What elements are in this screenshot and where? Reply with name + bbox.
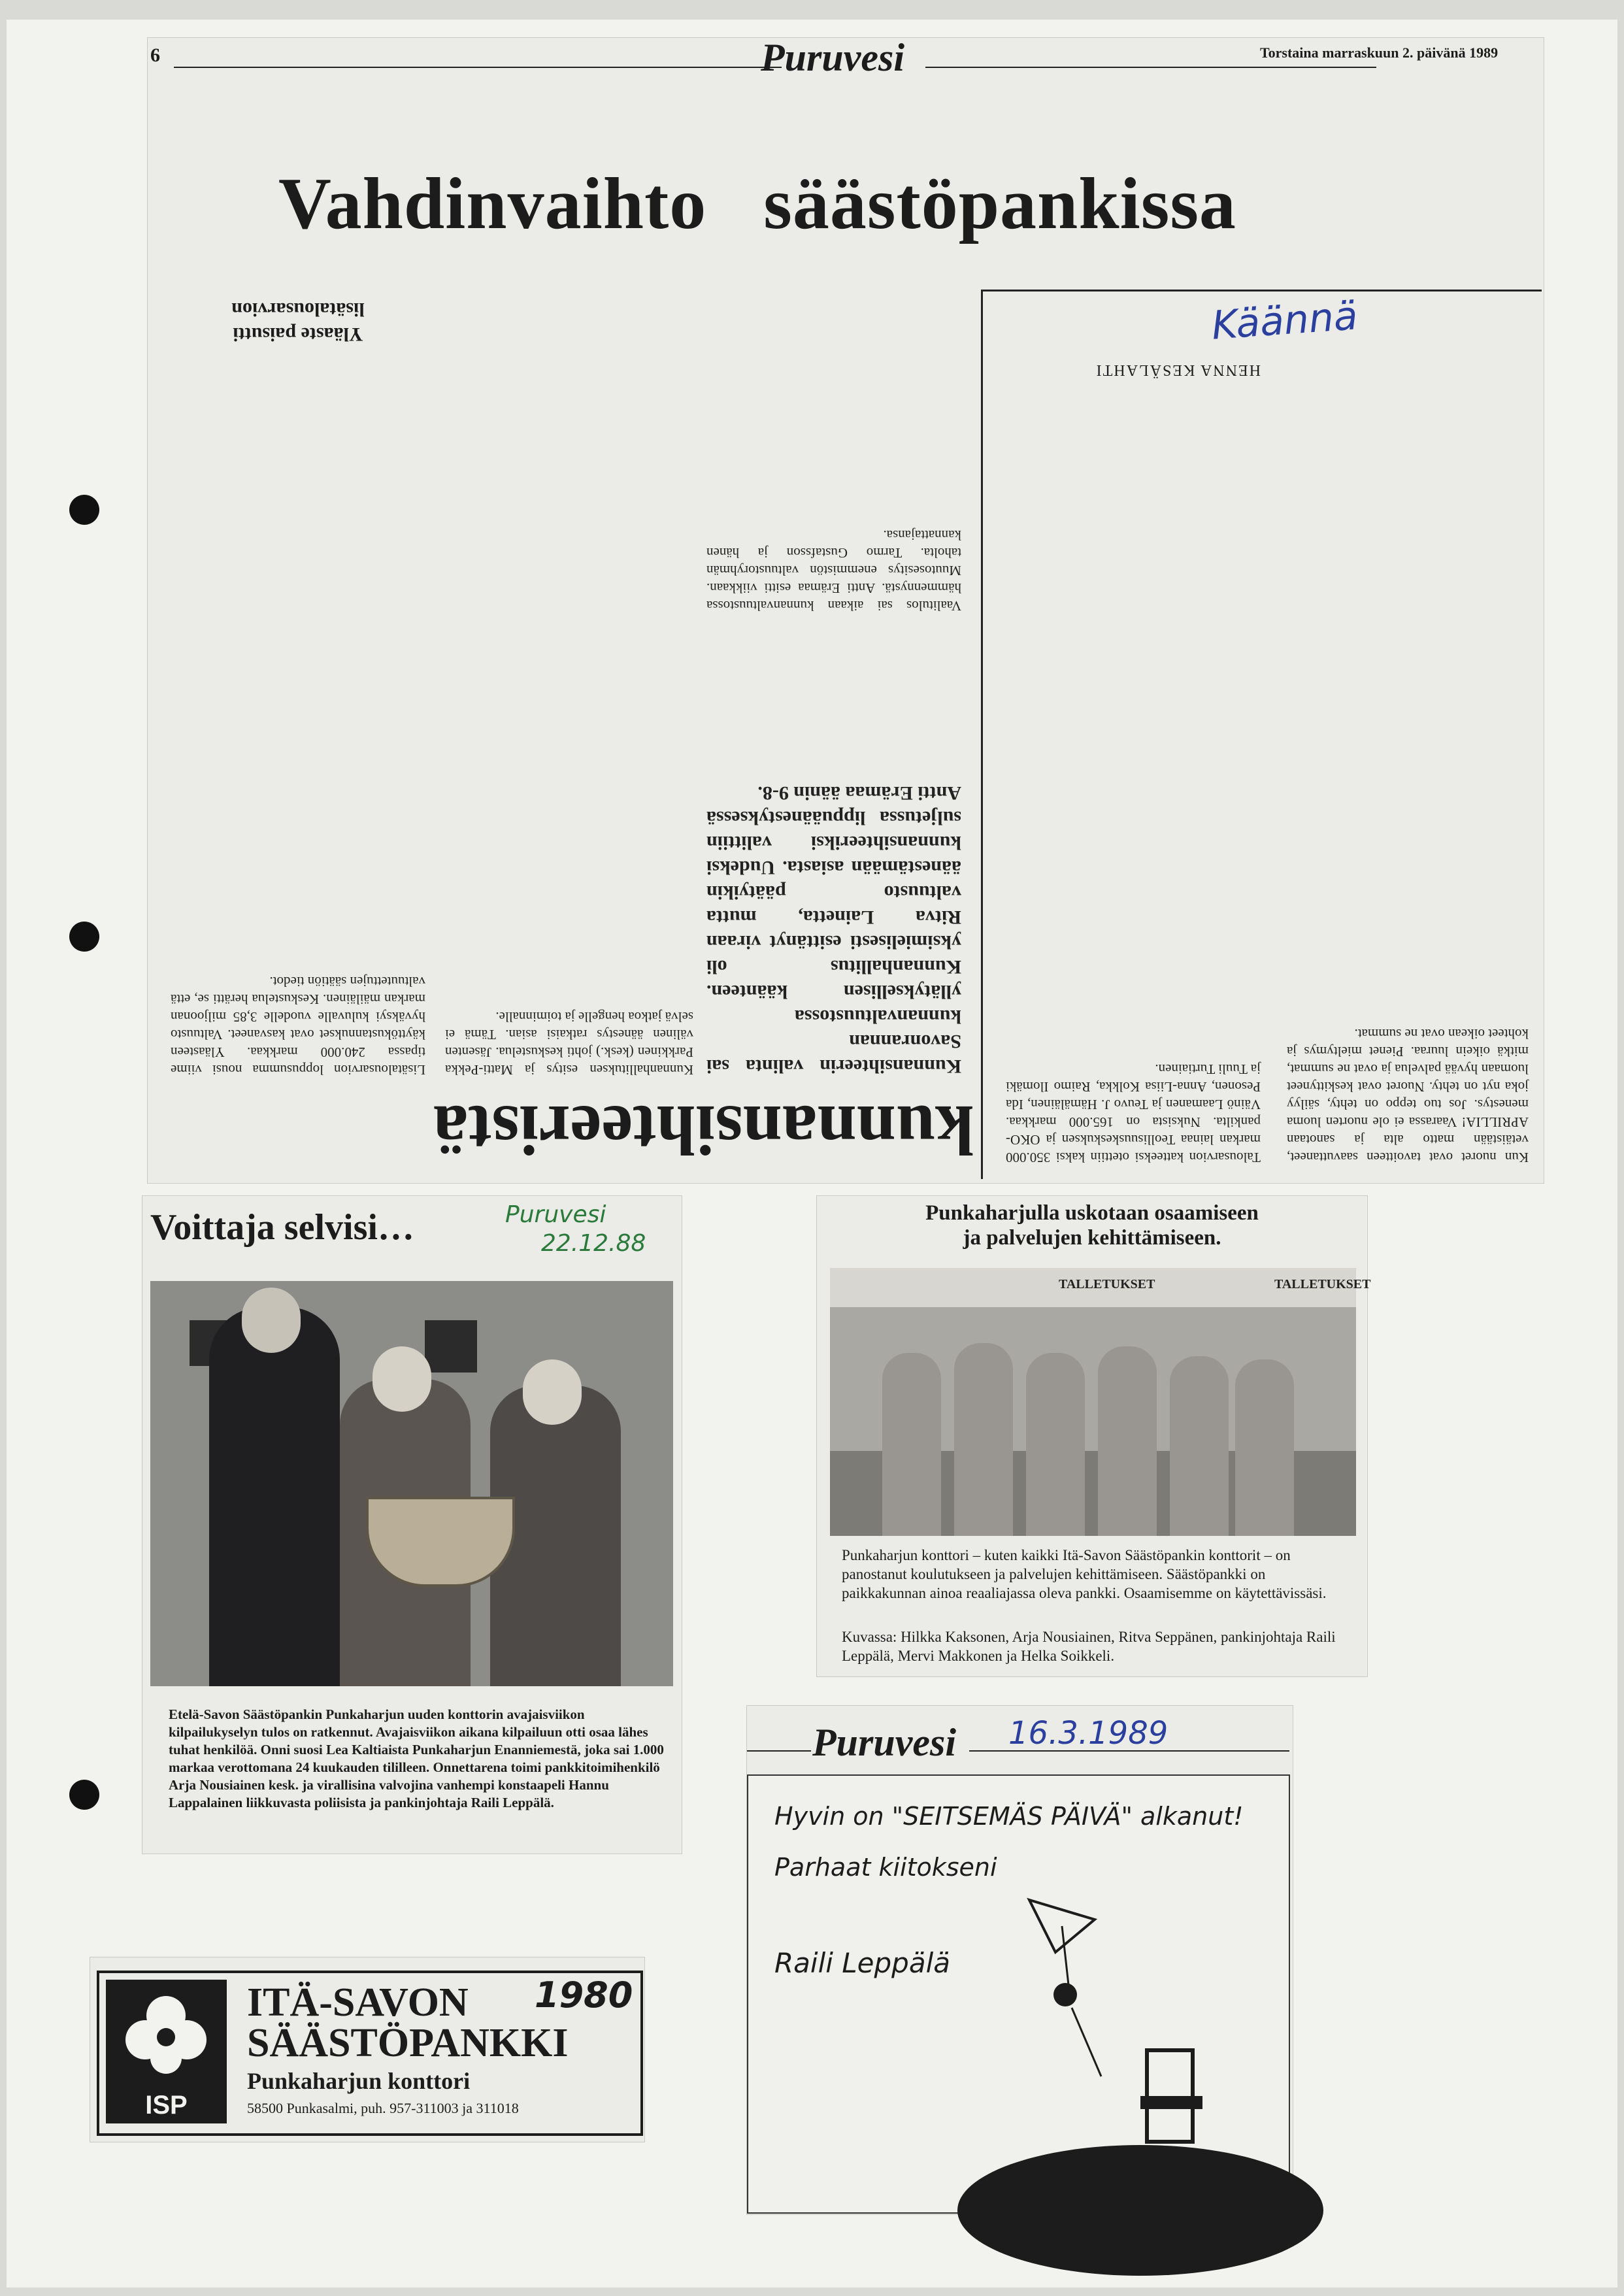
police-officer: [209, 1307, 340, 1686]
branch-address: 58500 Punkasalmi, puh. 957-311003 ja 311018: [247, 2100, 519, 2116]
article-column: Vaalitulos sai aikaan kunnanvaltuustossa hämmennystä. Antti Erämaa esitti viikkaan. Muutosesitys enemmistön valtuustoryhmän taholta. Tarmo Gustafsson ja hänen kannattajansa.: [706, 527, 961, 614]
staff-headline: ja palvelujen kehittämiseen.: [963, 1226, 1221, 1250]
card-signature: Raili Leppälä: [774, 1947, 950, 1979]
woman-right-head: [523, 1359, 582, 1425]
branch-name: Punkaharjun konttori: [247, 2068, 471, 2094]
bank-ad-clipping: [90, 1957, 644, 2142]
staff-member: [1026, 1353, 1085, 1536]
masthead-rule-left: [747, 1750, 811, 1752]
winner-caption: Etelä-Savon Säästöpankin Punkaharjun uuden konttorin avajaisviikon kilpailukyselyn tulos on ratkennut. Avajaisviikon aikana kilpailuun otti osaa lähes tuhat henkilöä. Onni suosi Lea Kaltiaista Punkaharjun Enanniemestä, joka sai 1.000 markaa verottomana 24 kuukauden tililleen. Onnettarena toimi pankkitoimihenkilö Arja Nousiainen kesk. ja virallisina valvojina vanhempi konstaapeli Hannu Lappalainen liikkuvasta poliisista ja pankinjohtaja Raili Leppälä.: [169, 1706, 664, 1810]
handwritten-year: 1980: [535, 1974, 633, 2016]
staff-caption: Punkaharjun konttori – kuten kaikki Itä-Savon Säästöpankin konttorit – on panostanut koulutukseen ja palvelujen kehittämiseen. Säästöpankki on paikkakunnan ainoa reaaliajassa oleva pankki. Osaamisemme on käytettävissäsi.: [842, 1547, 1327, 1601]
lead-paragraph: Kunnansihteerin valinta sai Savonrannan kunnanvaltuustossa yllätyksellisen käänteen. Kunnanhallitus oli yksimielisesti esittänyt viraan Ritva Lainetta, mutta valtuusto päätyikin äänestämään asiasta. Uudeksi kunnansihteeriksi valittiin suljetussa lippuäänestyksessä Antti Erämaa äänin 9-8.: [706, 782, 961, 1077]
winner-clipping: [142, 1196, 682, 1854]
issue-date: Torstaina marraskuun 2. päivänä 1989: [1260, 44, 1499, 61]
thank-you-clipping: [747, 1706, 1293, 2214]
subheadline: Yläaste paisutti lisätalousarvion: [231, 299, 365, 345]
staff-credits: Kuvassa: Hilkka Kaksonen, Arja Nousiainen, Ritva Seppänen, pankinjohtaja Raili Leppälä, Mervi Makkonen ja Helka Soikkeli.: [842, 1629, 1336, 1664]
byline: HENNA KESÄLAHTI: [1095, 361, 1261, 378]
talletukset-sign: TALLETUKSET: [1274, 1277, 1371, 1291]
page-number: 6: [150, 44, 160, 66]
card-greeting: Hyvin on "SEITSEMÄS PÄIVÄ" alkanut!: [774, 1802, 1244, 1831]
handwritten-date: 16.3.1989: [1008, 1715, 1168, 1752]
card-frame: [747, 1774, 1290, 2214]
masthead-rule-left: [174, 67, 782, 68]
prize-basket: [366, 1497, 515, 1587]
binder-hole: [69, 495, 99, 525]
masthead-rule-right: [925, 67, 1376, 68]
upside-down-headline: kunnansihteeristä: [433, 1091, 974, 1169]
bank-name-line1: ITÄ-SAVON: [247, 1980, 469, 2025]
article-column: Kunnanhallituksen esitys ja Matti-Pekka Parkkinen (kesk.) johti keskustelua. Jäsenten välinen äänestys ratkaisi asian. Tämä ei selvä jatkoa hengelle ja toiminnalle.: [445, 1009, 693, 1078]
comment-column: Kun nuoret ovat tavoitteen saavuttaneet, vetäistään matto alta ja sanotaan APRILLIA! Vaarassa ei ole nuorten luoma menestys. Jos tuo teppo on tehty, säilyy joka nyt on tehty. Nuoret ovat keskittyneet luomaan hyvää palvelua ja ovat ne summat, mitkä oikein luuraa. Pienet mieltymys ja kohteet oikean ovat ne summat.: [1287, 1026, 1529, 1165]
isp-logo-text: ISP: [145, 2091, 188, 2120]
comment-box: [981, 290, 1542, 1179]
woman-center-head: [373, 1346, 431, 1412]
handwritten-note: Käännä: [1210, 293, 1359, 349]
article-column: Lisätalousarvion loppusumma nousi viime tipassa 240.000 markkaa. Yläasteen käyttökustannukset ovat kasvaneet. Valtuusto hyväksyi kuluvalle vuodelle 3,85 miljoonan markan mäiläinen. Keskustelua herätti se, että valtuutettujen säätiön tiedot.: [171, 974, 425, 1078]
comment-box-flipped: [983, 291, 1542, 1179]
staff-member: [1235, 1359, 1294, 1536]
handwritten-source: Puruvesi: [505, 1201, 606, 1228]
comment-column: Talousarvion katteeksi otettiin kaksi 350.000 markan lainaa Teollisuuskeskuksen ja OKO-pankilta. Nuksista on 165.000 markkaa. Väinö Laamanen ja Teuvo J. Hämäläinen, Ida Pesonen, Anna-Liisa Kolkka, Raimo Ilomäki ja Tuuli Turtiainen.: [1006, 1061, 1261, 1165]
staff-photo: [830, 1268, 1371, 1536]
talletukset-sign: TALLETUKSET: [1059, 1277, 1155, 1291]
officer-head: [242, 1288, 301, 1353]
staff-member: [1170, 1356, 1229, 1536]
main-headline: Vahdinvaihto säästöpankissa: [278, 163, 1236, 244]
staff-headline: Punkaharjulla uskotaan osaamiseen: [925, 1201, 1259, 1225]
staff-clipping: [817, 1196, 1371, 1676]
top-article-clipping: [148, 38, 1544, 1183]
card-masthead: Puruvesi: [812, 1721, 957, 1764]
binder-hole: [69, 922, 99, 952]
wall-frame: [425, 1320, 477, 1373]
upside-down-article: [148, 254, 981, 1176]
bank-name-line2: SÄÄSTÖPANKKI: [247, 2021, 569, 2065]
handwritten-date: 22.12.88: [541, 1230, 646, 1257]
winner-photo: [150, 1281, 673, 1686]
masthead: Puruvesi: [761, 36, 905, 79]
umbrella-figure-illustration-icon: [944, 1880, 1284, 2210]
isp-logo: [106, 1980, 227, 2123]
staff-member: [1098, 1346, 1157, 1536]
staff-member: [954, 1343, 1013, 1536]
binder-hole: [69, 1780, 99, 1810]
staff-member: [882, 1353, 941, 1536]
card-thanks: Parhaat kiitokseni: [774, 1853, 997, 1882]
winner-headline: Voittaja selvisi…: [150, 1207, 414, 1248]
